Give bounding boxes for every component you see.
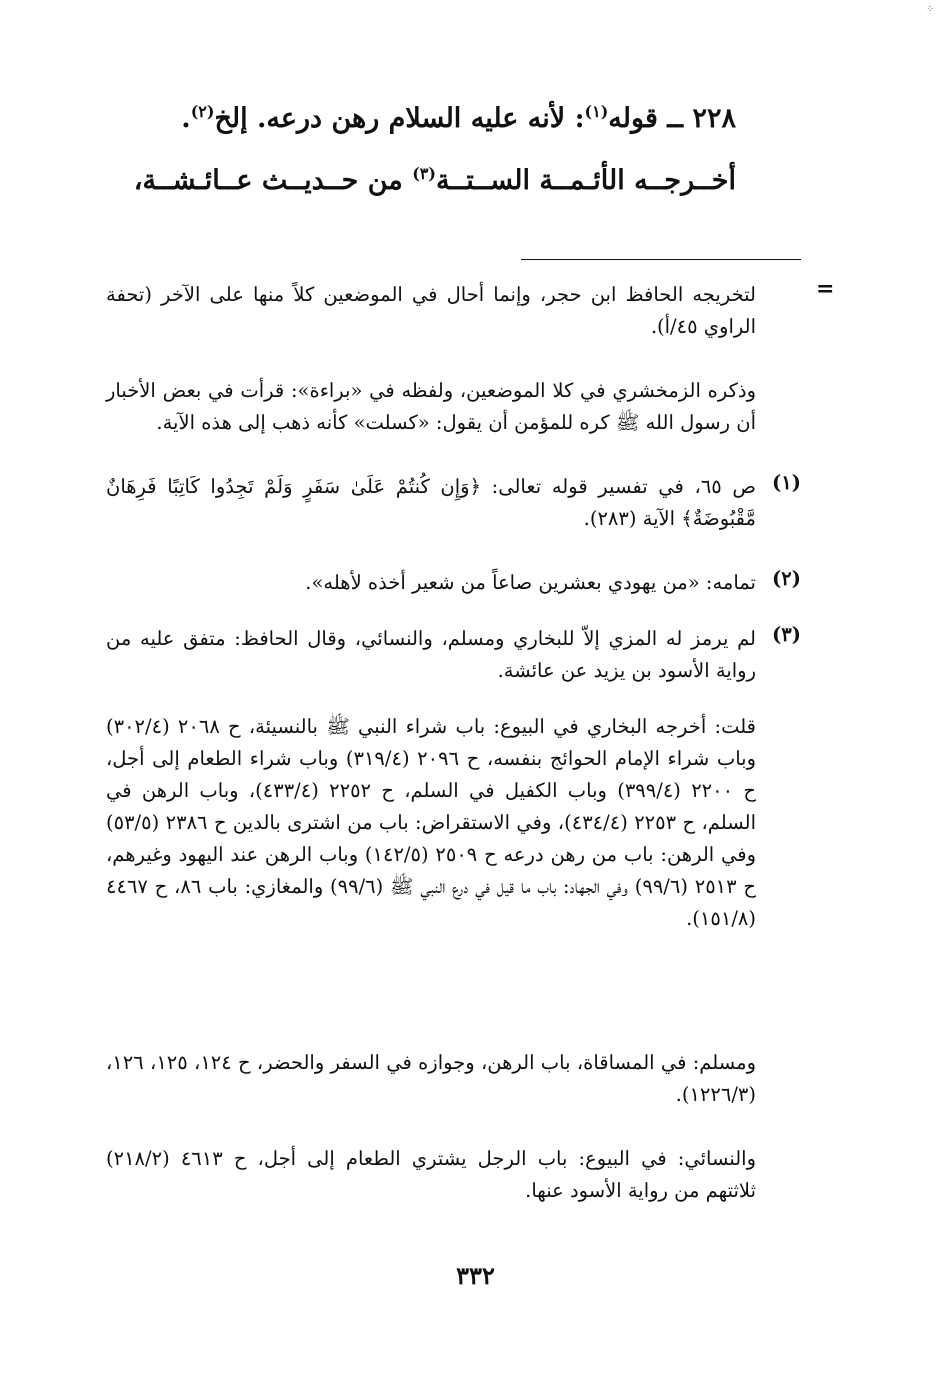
footnote-3-bukhari-para: قلت: أخرجه البخاري في البيوع: باب شراء النبي ﷺ بالنسيئة، ح ٢٠٦٨ (٣٠٢/٤) وباب شراء الإمام الحوائج بنفسه، ح ٢٠٩٦ (٣١٩/٤) وباب شراء الطعام إلى أجل، ح ٢٢٠٠ (٣٩٩/٤) وباب الكفيل في السلم، ح ٢٢٥٢ (٤٣٣/٤)، وباب الرهن في السلم، ح ٢٢٥٣ (٤٣٤/٤)، وفي الاستقراض: باب من اشترى بالدين ح ٢٣٨٦ (٥٣/٥) وفي الرهن: باب من رهن درعه ح ٢٥٠٩ (١٤٢/٥) وباب الرهن عند اليهود وغيرهم، ح ٢٥١٣ (٩٩/٦) وفي الجهاد: باب ما قيل في درع النبي ﷺ (٩٩/٦) والمغازي: باب ٨٦، ح ٤٤٦٧ (١٥١/٨). <box>106 715 757 930</box>
footnote-2-text: تمامه: «من يهودي بعشرين صاعاً من شعير أخذه لأهله». <box>305 571 756 594</box>
takhrij-text-part2: من حــديــث عــائـشــة، <box>133 165 413 196</box>
footnote-ref-2: (٢) <box>190 102 215 121</box>
takhrij-text-part1: أخــرجــه الأئـمــة الســتــة <box>435 165 736 196</box>
footnote-3-muslim-para: ومسلم: في المساقاة، باب الرهن، وجوازه في السفر والحضر، ح ١٢٤، ١٢٥، ١٢٦، (١٢٢٦/٣). <box>106 1051 756 1106</box>
footnote-1-number: (١) <box>772 471 801 494</box>
footnote-continuation-para-1: لتخريجه الحافظ ابن حجر، وإنما أحال في الموضعين كلاً منها على الآخر (تحفة الراوي ٤٥/أ). <box>106 283 756 338</box>
footnote-3-number: (٣) <box>772 623 801 646</box>
footnote-ref-3: (٣) <box>412 164 436 183</box>
hadith-text-part2: : لأنه عليه السلام رهن درعه. إلخ <box>214 103 585 134</box>
page-number: ٣٣٢ <box>456 1261 495 1290</box>
footnote-3-nasai-para: والنسائي: في البيوع: باب الرجل يشتري الطعام إلى أجل، ح ٤٦١٣ (٢١٨/٢) ثلاثتهم من رواية الأسود عنها. <box>106 1147 757 1202</box>
footnote-ref-1: (١) <box>584 102 609 121</box>
takhrij-line <box>96 165 736 196</box>
hadith-heading-line <box>96 103 736 134</box>
scan-speck: ⁘ <box>926 4 935 15</box>
footnote-3-text: لم يرمز له المزي إلاّ للبخاري ومسلم، والنسائي، وقال الحافظ: متفق عليه من رواية الأسود بن يزيد عن عائشة. <box>106 627 756 682</box>
footnote-continuation-para-2: وذكره الزمخشري في كلا الموضعين، ولفظه في «براءة»: قرأت في بعض الأخبار أن رسول الله ﷺ كره للمؤمن أن يقول: «كسلت» كأنه ذهب إلى هذه الآية. <box>106 379 756 434</box>
footnote-2-number: (٢) <box>772 567 801 590</box>
footnote-1-text: ص ٦٥، في تفسير قوله تعالى: ﴿وَإِن كُنتُمْ عَلَىٰ سَفَرٍ وَلَمْ تَجِدُوا كَاتِبًا فَرِهَانٌ مَّقْبُوضَةٌ﴾ الآية (٢٨٣). <box>106 475 756 530</box>
footnote-separator <box>521 259 801 260</box>
hadith-text-part1: ــ قوله <box>608 103 684 134</box>
continuation-marker: = <box>816 276 835 302</box>
hadith-text-end: . <box>181 103 191 134</box>
hadith-number: ٢٢٨ <box>692 103 736 134</box>
